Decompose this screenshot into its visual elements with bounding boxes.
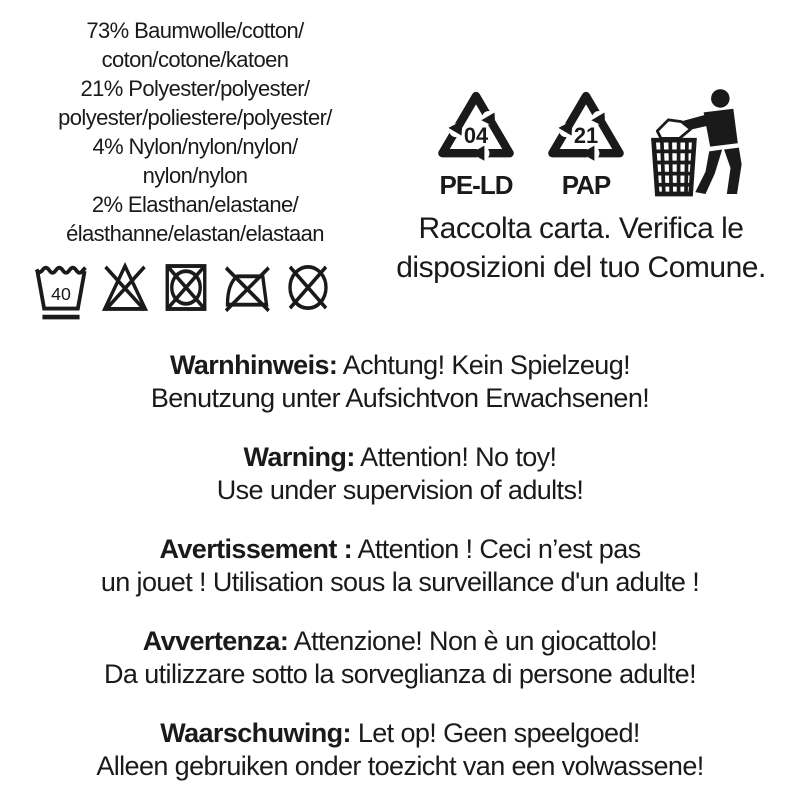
composition-line: 2% Elasthan/elastane/: [91, 192, 299, 217]
warning-dutch: [0, 717, 800, 783]
composition-line: coton/cotone/katoen: [101, 47, 289, 72]
composition-line: élasthanne/elastan/elastaan: [66, 221, 324, 246]
warning-text: Da utilizzare sotto la sorveglianza di persone adulte!: [104, 659, 696, 689]
warning-text: Alleen gebruiken onder toezicht van een volwassene!: [96, 751, 704, 781]
warnings-block: [0, 349, 800, 809]
recycling-material-label: PE-LD: [439, 170, 513, 200]
warning-german: [0, 349, 800, 415]
warning-label: Avertissement :: [159, 534, 353, 564]
wash-temperature-text: 40: [51, 283, 71, 305]
recycling-triangle-icon: [544, 86, 628, 170]
warning-text: Benutzung unter Aufsichtvon Erwachsenen!: [150, 383, 650, 413]
recycling-triangle-icon: [434, 86, 518, 170]
composition-line: polyester/poliestere/polyester/: [58, 105, 332, 130]
warning-text: Attention! No toy!: [360, 442, 557, 472]
warning-text: Attenzione! Non è un giocattolo!: [293, 626, 658, 656]
warning-text: Attention ! Ceci n’est pas: [357, 534, 641, 564]
warning-label: Waarschuwing:: [160, 718, 351, 748]
recycling-code-pap: [538, 86, 634, 201]
paper-collection-note-line: disposizioni del tuo Comune.: [396, 251, 766, 284]
warning-french: [0, 533, 800, 599]
recycling-code-peld: [428, 86, 524, 201]
composition-line: 73% Baumwolle/cotton/: [86, 18, 304, 43]
warning-italian: [0, 625, 800, 691]
warning-label: Avvertenza:: [142, 626, 289, 656]
warning-text: Use under supervision of adults!: [216, 475, 584, 505]
paper-collection-note: [362, 209, 800, 287]
recycling-code-number: 04: [463, 123, 489, 149]
warning-label: Warnhinweis:: [169, 350, 338, 380]
composition-line: 21% Polyester/polyester/: [80, 76, 310, 101]
do-not-iron-icon: [223, 260, 271, 315]
do-not-bleach-icon: [101, 260, 149, 315]
recycling-code-number: 21: [573, 123, 599, 149]
recycling-material-label: PAP: [561, 170, 611, 200]
tidyman-litter-disposal-icon: [648, 88, 750, 198]
paper-collection-note-line: Raccolta carta. Verifica le: [418, 212, 744, 245]
warning-english: [0, 441, 800, 507]
recycling-row: [428, 86, 750, 201]
do-not-dry-clean-icon: [284, 260, 332, 315]
warning-text: un jouet ! Utilisation sous la surveillance d'un adulte !: [100, 567, 700, 597]
composition-line: nylon/nylon: [142, 163, 248, 188]
warning-label: Warning:: [243, 442, 355, 472]
composition-line: 4% Nylon/nylon/nylon/: [92, 134, 298, 159]
care-symbols-row: [34, 260, 332, 323]
warning-text: Achtung! Kein Spielzeug!: [342, 350, 631, 380]
wash-40-mild-icon: [34, 260, 88, 323]
do-not-tumble-dry-icon: [162, 260, 210, 315]
composition-text: [20, 16, 370, 248]
warning-text: Let op! Geen speelgoed!: [357, 718, 640, 748]
